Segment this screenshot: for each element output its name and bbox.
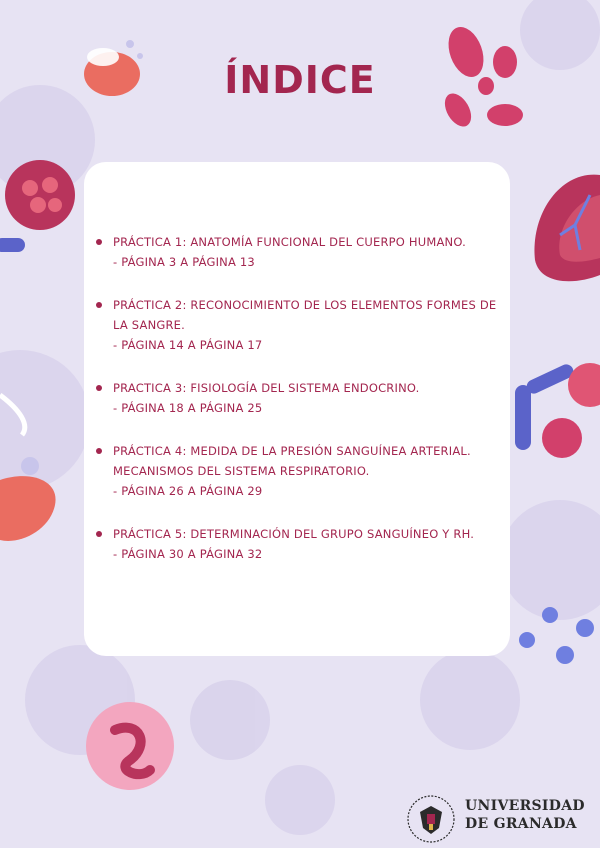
item-pages: - PÁGINA 14 A PÁGINA 17 xyxy=(113,338,263,352)
bullet-icon xyxy=(96,239,102,245)
bacteria-icon xyxy=(519,607,594,664)
list-item xyxy=(96,524,506,564)
page-title: ÍNDICE xyxy=(224,58,376,102)
item-pages: - PÁGINA 3 A PÁGINA 13 xyxy=(113,255,255,269)
list-item xyxy=(96,378,506,418)
item-pages: - PÁGINA 26 A PÁGINA 29 xyxy=(113,484,263,498)
cell-bottom-left-icon xyxy=(86,702,174,790)
item-title: PRÁCTICA 1: ANATOMÍA FUNCIONAL DEL CUERPO HUMANO. xyxy=(113,235,466,249)
list-item xyxy=(96,441,506,501)
bullet-icon xyxy=(96,448,102,454)
lung-icon xyxy=(534,175,600,282)
university-name xyxy=(465,797,585,833)
list-item xyxy=(96,295,506,355)
bullet-icon xyxy=(96,531,102,537)
list-item xyxy=(96,232,506,272)
university-line2: DE GRANADA xyxy=(465,816,577,832)
university-seal-icon xyxy=(406,794,456,844)
item-title-cont: MECANISMOS DEL SISTEMA RESPIRATORIO. xyxy=(113,464,370,478)
item-title: PRÁCTICA 4: MEDIDA DE LA PRESIÓN SANGUÍNEA ARTERIAL. xyxy=(113,444,471,458)
university-line1: UNIVERSIDAD xyxy=(465,798,585,814)
index-list xyxy=(96,232,506,587)
item-title: PRACTICA 3: FISIOLOGÍA DEL SISTEMA ENDOCRINO. xyxy=(113,381,420,395)
bullet-icon xyxy=(96,385,102,391)
item-title: PRÁCTICA 2: RECONOCIMIENTO DE LOS ELEMENTOS FORMES DE xyxy=(113,298,497,312)
bullet-icon xyxy=(96,302,102,308)
item-title: PRÁCTICA 5: DETERMINACIÓN DEL GRUPO SANGUÍNEO Y RH. xyxy=(113,527,475,541)
item-title-cont: LA SANGRE. xyxy=(113,318,185,332)
item-pages: - PÁGINA 30 A PÁGINA 32 xyxy=(113,547,263,561)
item-pages: - PÁGINA 18 A PÁGINA 25 xyxy=(113,401,263,415)
